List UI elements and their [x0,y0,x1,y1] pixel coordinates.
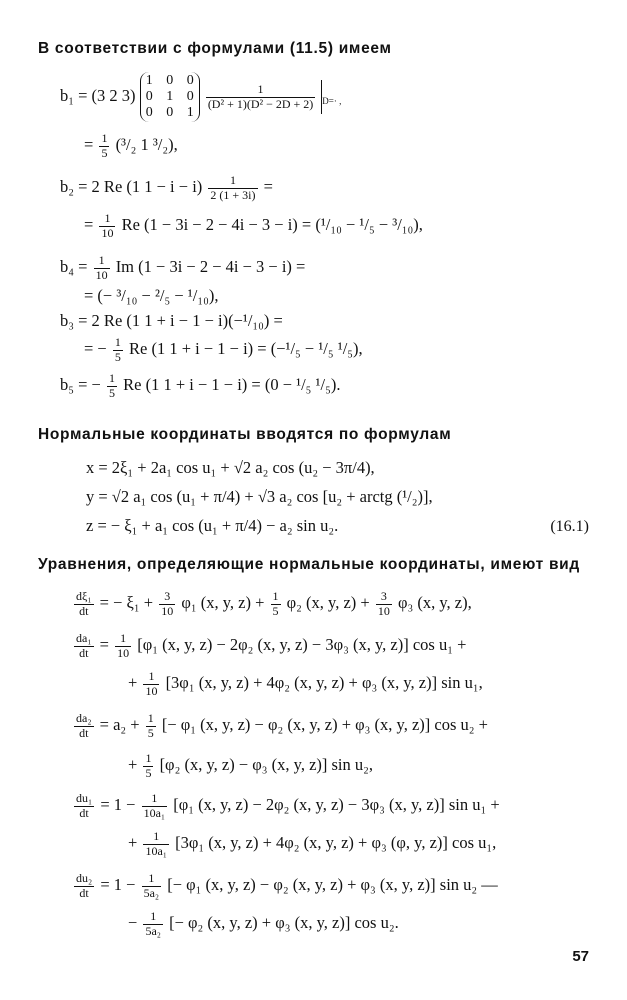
formula-text: Re (1 1 + i − 1 − i) = (0 − ¹/₅ ¹/₅). [123,375,341,395]
fraction-denominator: dt [79,603,89,618]
fraction-denominator: 5 [147,725,154,740]
eq-sign: = [84,135,94,155]
fraction-numerator: dξ₁ [76,589,92,603]
formula-b2-line1 [60,174,273,203]
derivative [74,590,94,619]
fraction-numerator: 1 [143,830,169,845]
fraction-denominator: dt [79,805,89,820]
formula-text: [3φ₁ (x, y, z) + 4φ₂ (x, y, z) + φ₃ (x, y, z)] sin u₁, [165,673,483,693]
formula-text: + [128,833,138,853]
formula-text: = 1 − [100,795,136,815]
formula-y: y = √2 a₁ cos (u₁ + π/4) + √3 a₂ cos [u₂ + arctg (¹/₂)], [86,487,433,506]
fraction-numerator: 1 [99,212,115,227]
formula-text: = a₂ + [99,715,140,735]
fraction-numerator: 1 [115,632,131,647]
formula-b3-line2 [84,336,363,365]
formula-text: [φ₂ (x, y, z) − φ₃ (x, y, z)] sin u₂, [159,755,374,775]
formula-text: φ₂ (x, y, z) + [286,593,370,613]
fraction-denominator: 10a₁ [143,805,166,820]
fraction-denominator: dt [79,885,89,900]
formula-b2-line2 [84,212,423,241]
formula-b1-line1 [60,72,341,122]
derivative [74,632,94,661]
fraction-denominator: 5 [145,765,152,780]
formula-x: x = 2ξ₁ + 2a₁ cos u₁ + √2 a₂ cos (u₂ − 3π/4), [86,458,375,477]
fraction-numerator: 1 [101,131,108,145]
fraction [208,174,257,203]
matrix-row: 1 0 0 [145,73,194,88]
fraction-denominator: 10 [145,683,158,698]
fraction-numerator: 1 [143,910,163,925]
derivative [74,792,94,821]
formula-text: = − ξ₁ + [99,593,154,613]
fraction-numerator: 1 [147,711,154,725]
fraction-numerator: da₂ [76,711,92,725]
fraction-denominator: 10 [161,603,174,618]
equation-du1-continuation [128,830,496,859]
fraction-numerator: 1 [142,792,168,807]
eq-sign: = [84,215,94,235]
fraction-numerator: 1 [206,83,315,98]
matrix-row: 0 1 0 [145,89,194,105]
fraction-numerator: 3 [376,590,392,605]
fraction [94,254,110,283]
equation-da1-continuation [128,670,483,699]
formula-text: [− φ₁ (x, y, z) − φ₂ (x, y, z) + φ₃ (x, y, z)] sin u₂ — [167,875,498,895]
b1-left: b₁ = (3 2 3) [60,85,136,105]
formula-text: = 1 − [100,875,136,895]
formula-text: φ₃ (x, y, z), [397,593,472,613]
derivative [74,872,94,901]
paragraph-heading-equations: Уравнения, определяющие нормальные координаты, имеют вид [38,556,580,573]
fraction [143,910,163,939]
fraction-denominator: 10a₁ [145,843,167,858]
fraction-denominator: dt [79,725,89,740]
fraction-denominator: 5 [114,349,121,364]
fraction [143,752,153,781]
fraction-denominator: 5 [101,145,108,160]
fraction-denominator: (D² + 1)(D² − 2D + 2) [207,96,314,111]
equation-du1 [72,792,500,821]
fraction-numerator: 1 [145,751,152,765]
paragraph-heading-formulas: В соответствии с формулами (11.5) имеем [38,40,392,57]
equation-da2 [72,712,488,741]
fraction-numerator: 1 [272,589,279,603]
fraction-numerator: 3 [159,590,175,605]
derivative [74,712,94,741]
formula-text: [− φ₁ (x, y, z) − φ₂ (x, y, z) + φ₃ (x, y, z)] cos u₂ + [161,715,488,735]
fraction-numerator: 1 [109,371,115,385]
equation-du2-continuation [128,910,399,939]
fraction [143,830,169,859]
b1-matrix [140,72,200,122]
equation-dxi1 [72,590,472,619]
formula-text: Re (1 − 3i − 2 − 4i − 3 − i) = (¹/₁₀ − ¹/₅ − ³/₁₀), [121,215,423,235]
b1-fraction [206,83,315,112]
fraction-denominator: 10 [95,267,108,282]
formula-text: + [128,755,138,775]
formula-text: b₄ = [60,257,88,277]
formula-text: [φ₁ (x, y, z) − 2φ₂ (x, y, z) − 3φ₃ (x, y, z)] cos u₁ + [137,635,467,655]
fraction [113,336,123,365]
fraction [107,372,117,401]
fraction-numerator: 1 [114,335,121,349]
fraction-denominator: 5a₂ [143,885,160,900]
formula-z: z = − ξ₁ + a₁ cos (u₁ + π/4) − a₂ sin u₂. [86,516,339,535]
equation-da1 [72,632,466,661]
matrix-row: 0 0 1 [145,105,194,121]
fraction [115,632,131,661]
eq-sign: = [99,635,109,655]
fraction-numerator: 1 [142,872,162,887]
formula-text: = − [84,339,107,359]
fraction [142,872,162,901]
fraction-numerator: du₁ [76,791,93,805]
fraction-denominator: dt [79,645,89,660]
fraction [376,590,392,619]
formula-b5 [60,372,340,401]
formula-text: + [128,673,138,693]
eq-sign: = [263,177,273,197]
fraction [159,590,175,619]
fraction-numerator: du₂ [76,871,93,885]
fraction [271,590,281,619]
formula-text: [− φ₂ (x, y, z) + φ₃ (x, y, z)] cos u₂. [169,913,399,933]
fraction-denominator: 10 [101,225,114,240]
formula-b1-line2 [84,132,178,161]
fraction-denominator: 2 (1 + 3i) [210,187,256,202]
fraction [99,132,109,161]
fraction-numerator: da₁ [76,631,92,645]
formula-text: Im (1 − 3i − 2 − 4i − 3 − i) = [115,257,306,277]
formula-text: φ₁ (x, y, z) + [181,593,265,613]
equation-da2-continuation [128,752,373,781]
fraction-denominator: 5a₂ [145,923,161,938]
formula-text: [3φ₁ (x, y, z) + 4φ₂ (x, y, z) + φ₃ (φ, y, z)] cos u₁, [175,833,497,853]
formula-b4-line1 [60,254,305,283]
fraction-numerator: 1 [208,174,257,189]
formula-b4-line2: = (− ³/₁₀ − ²/₅ − ¹/₁₀), [84,286,219,305]
formula-text: − [128,913,138,933]
fraction-denominator: 10 [377,603,390,618]
fraction [143,670,159,699]
fraction [142,792,168,821]
equation-du2 [72,872,498,901]
fraction-numerator: 1 [143,670,159,685]
equation-number: (16.1) [550,518,589,535]
fraction-numerator: 1 [94,254,110,269]
fraction-denominator: 5 [109,385,115,400]
fraction [146,712,156,741]
fraction-denominator: 10 [117,645,130,660]
b1-evaluation: D=· , [322,95,342,106]
formula-b3-line1: b₃ = 2 Re (1 1 + i − 1 − i)(−¹/₁₀) = [60,311,283,330]
paragraph-heading-normal-coordinates: Нормальные координаты вводятся по формулам [38,426,452,443]
formula-text: b₂ = 2 Re (1 1 − i − i) [60,177,203,197]
formula-text: [φ₁ (x, y, z) − 2φ₂ (x, y, z) − 3φ₃ (x, y, z)] sin u₁ + [173,795,500,815]
fraction-denominator: 5 [272,603,279,618]
page-number: 57 [572,948,589,965]
formula-text: Re (1 1 + i − 1 − i) = (−¹/₅ − ¹/₅ ¹/₅), [129,339,363,359]
fraction [99,212,115,241]
formula-text: b₅ = − [60,375,101,395]
formula-text: (³/₂ 1 ³/₂), [115,135,178,155]
